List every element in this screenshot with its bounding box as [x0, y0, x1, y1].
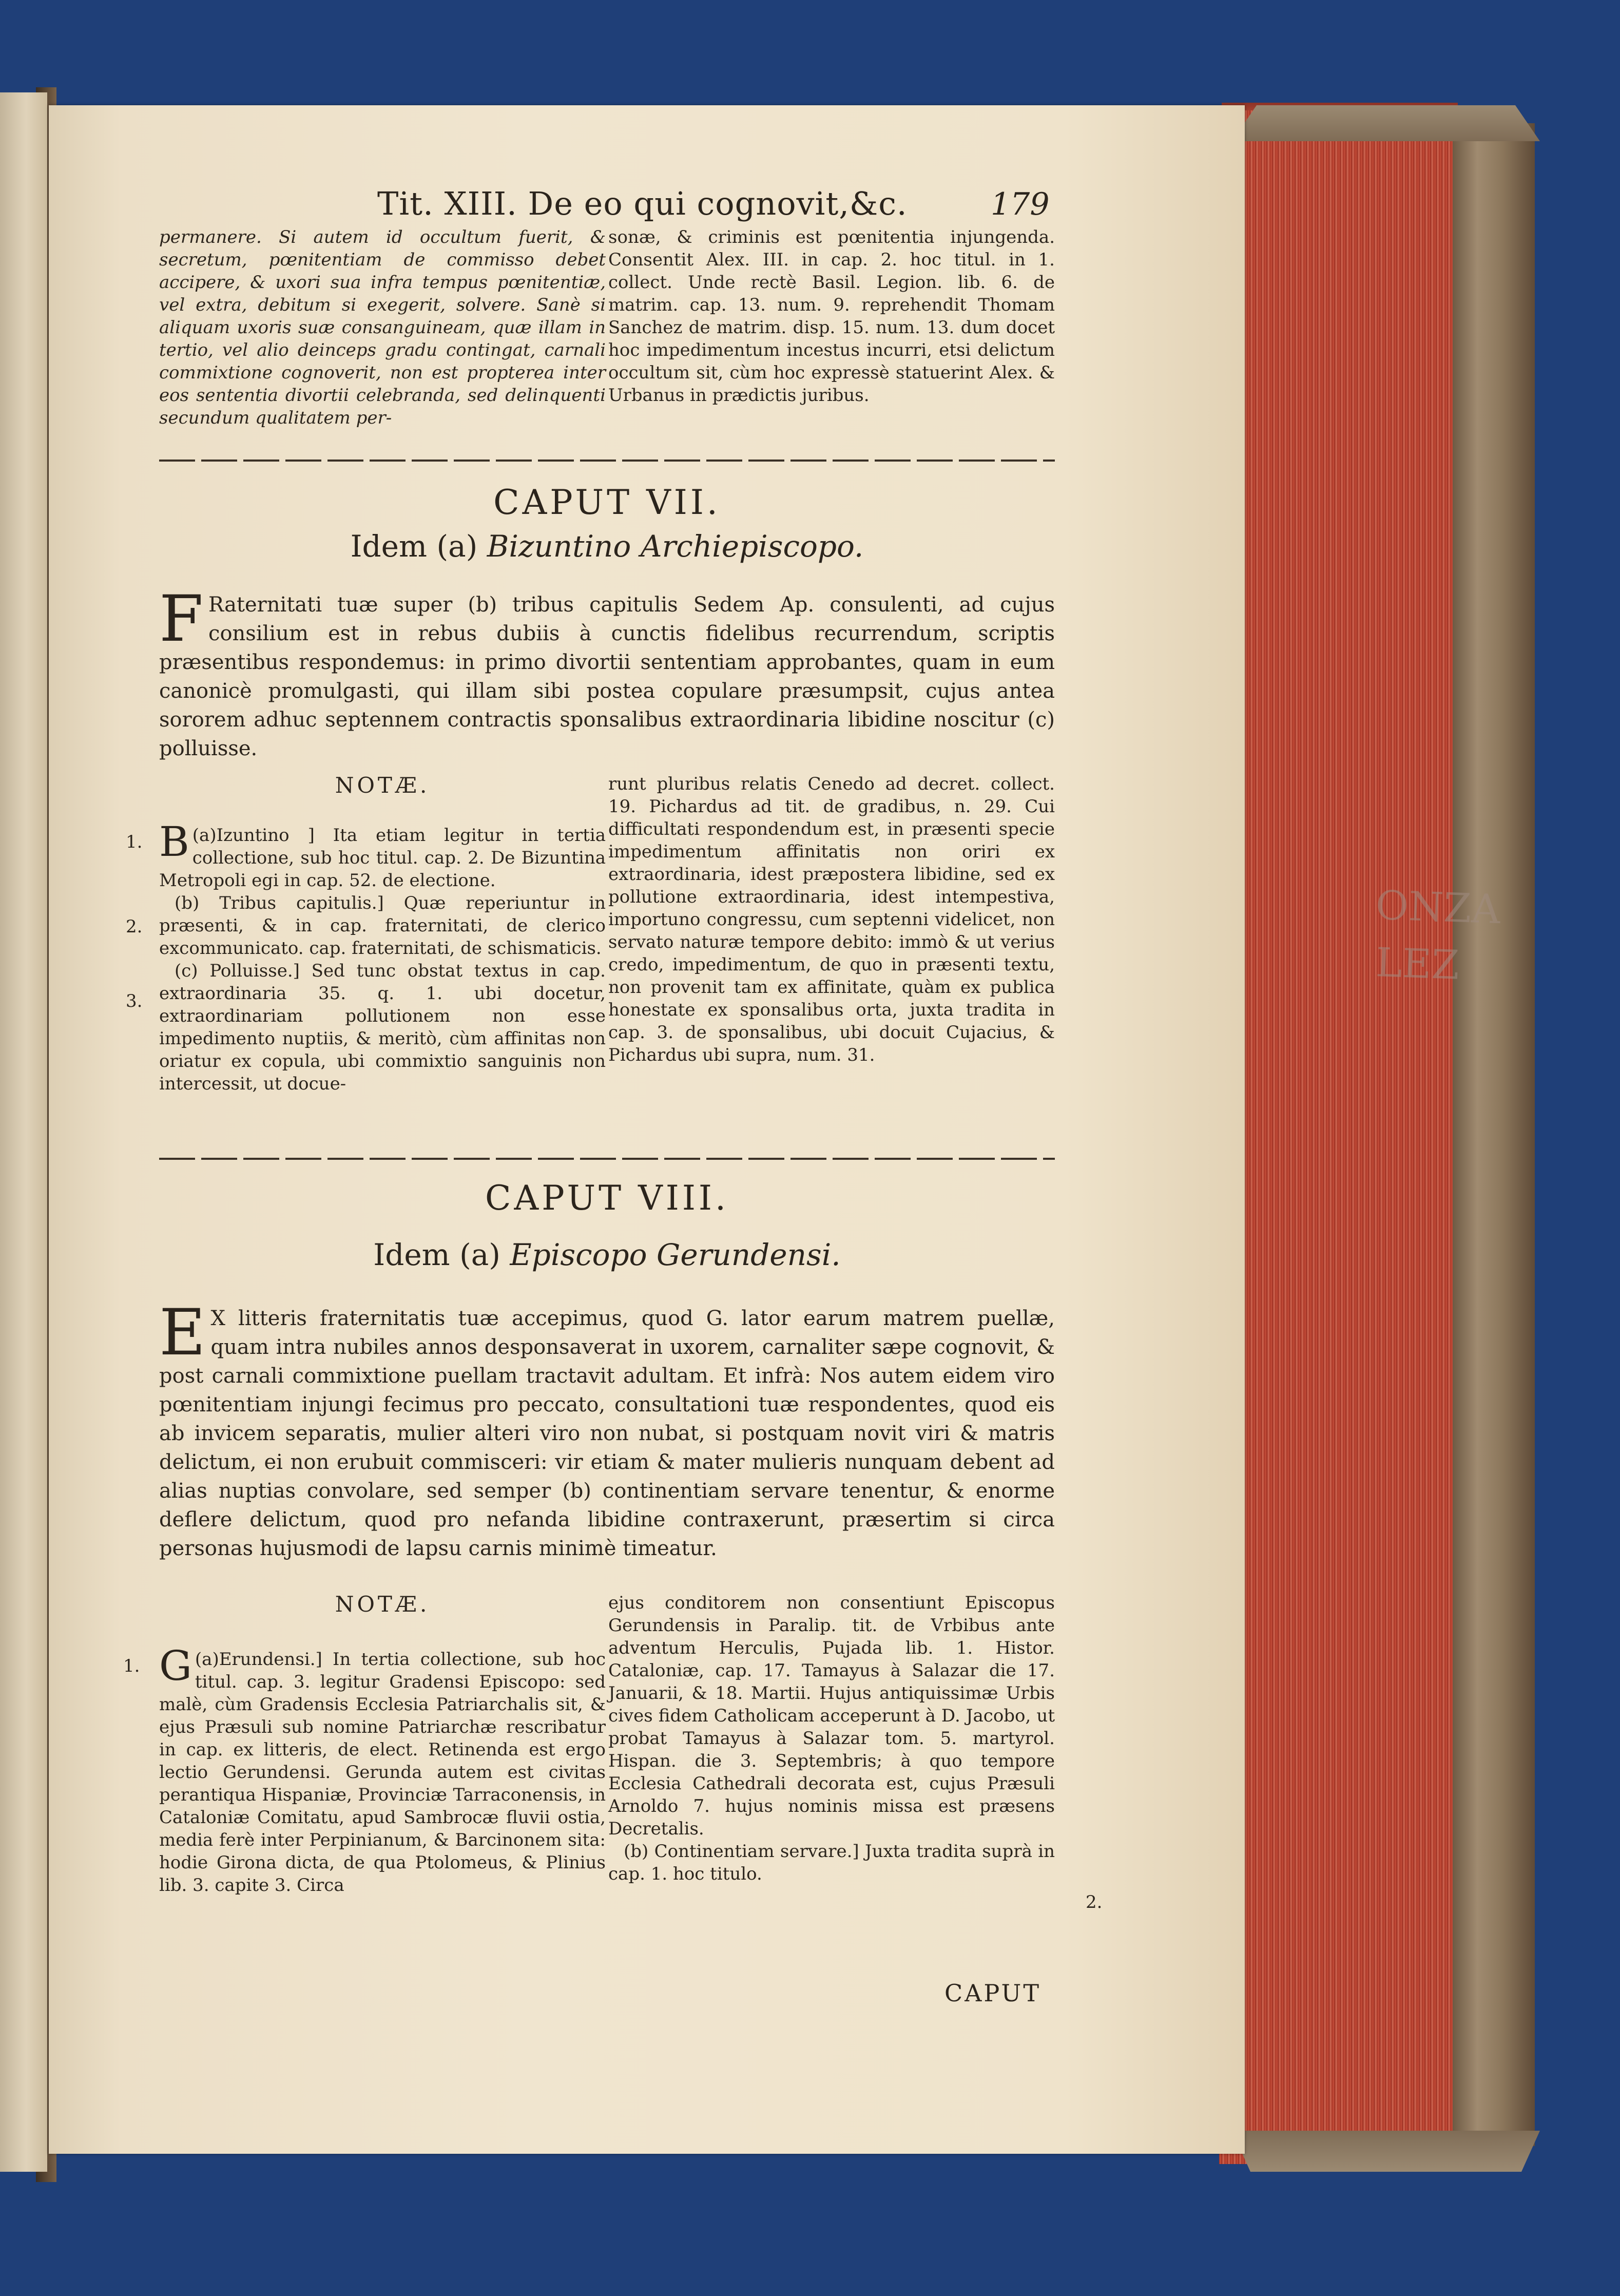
page-number: 179: [991, 186, 1050, 222]
catchword: CAPUT: [944, 1979, 1042, 2007]
book-page: [49, 105, 1245, 2154]
note-a-text: Izuntino ] Ita etiam legitur in tertia collectione, sub hoc titul. cap. 2. De Bizuntina Metropoli egi in cap. 52. de electione.: [159, 825, 606, 891]
caput-vii-note-a: [159, 818, 606, 892]
caput-vii-notes-right: runt pluribus relatis Cenedo ad decret. collect. 19. Pichardus ad tit. de gradibus, n. 29. Cui difficultati respondendum est, in præsenti specie impedimentum affinitatis non oriri ex extraordinaria, idest præpostera libidine, sed ex pollutione extraordinaria, idest intempestiva, importuno congressu, cum septenni videlicet, non servato naturæ tempore debito: immò & ut verius credo, impedimentum, de quo in præsenti textu, non provenit tam ex affinitate, quàm ex publica honestate ex sponsalibus orta, juxta tradita in cap. 3. de sponsalibus, ubi docuit Cujacius, & Pichardus ubi supra, num. 31.: [608, 774, 1055, 1065]
caput-viii-note-a-continued: ejus conditorem non consentiunt Episcopus Gerundensis in Paralip. tit. de Vrbibus ante adventum Herculis, Pujada lib. 1. Histor. Cataloniæ, cap. 17. Tamayus à Salazar die 17. Januarii, & 18. Martii. Hujus antiquissimæ Urbis cives fidem Catholicam acceperunt à D. Jacobo, ut probat Tamayus à Salazar tom. 5. martyrol. Hispan. die 3. Septembris; à quo tempore Ecclesia Cathedrali decorata est, cujus Præsuli Arnoldo 7. hujus nominis missa est præsens Decretalis.: [608, 1593, 1055, 1839]
caput-vii-dropcap: F: [159, 582, 204, 656]
caput-viii-heading: CAPUT VIII.: [485, 1178, 729, 1218]
note-a-lead: (a): [192, 825, 217, 846]
note-a-dropcap: B: [159, 818, 189, 866]
facing-page-edge: [0, 92, 47, 2172]
caput-vii-note-b: (b) Tribus capitulis.] Quæ reperiuntur in præsenti, & in cap. fraternitati, de clerico excommunicato. cap. fraternitati, de schismaticis.: [159, 893, 606, 959]
caput-viii-text: [159, 1296, 1055, 1563]
note-viii-a-lead: (a): [195, 1649, 219, 1670]
section-divider-2: [159, 1158, 1055, 1160]
note-viii-a-dropcap: G: [159, 1642, 192, 1690]
caput-vii-heading: CAPUT VII.: [493, 483, 721, 522]
caput-vii-subheading-italic: Bizuntino Archiepiscopo.: [487, 529, 864, 564]
caput-vii-notes-left: [159, 818, 606, 1095]
top-right-column: sonæ, & criminis est pœnitentia injungenda. Consentit Alex. III. in cap. 2. hoc titul. in 1. collect. Unde rectè Basil. Legion. lib. 6. de matrim. cap. 13. num. 9. reprehendit Thomam Sanchez de matrim. disp. 15. num. 13. dum docet hoc impedimentum incestus incurri, etsi delictum occultum sit, cùm hoc expressè statuerint Alex. & Urbanus in prædictis juribus.: [608, 227, 1055, 406]
caput-vii-notae-title: NOTÆ.: [335, 773, 430, 798]
caput-vii-text: [159, 582, 1055, 763]
red-fore-edge: [1219, 110, 1455, 2164]
binding-corner-bottom: [1232, 2131, 1540, 2172]
caput-vii-note-c: (c) Polluisse.] Sed tunc obstat textus in cap. extraordinaria 35. q. 1. ubi docetur, extraordinariam pollutionem non esse impedimento nuptiis, & meritò, cùm affinitas non oriatur ex copula, ubi commixtio sanguinis non intercessit, ut docue-: [159, 961, 606, 1094]
spine-stamp-line-2: LEZ: [1375, 940, 1460, 989]
margin-note-viii-2: 2.: [1086, 1892, 1103, 1912]
caput-viii-notes-right: [608, 1592, 1055, 1885]
caput-viii-body: X litteris fraternitatis tuæ accepimus, quod G. lator earum matrem puellæ, quam intra nubiles annos desponsaverat in uxorem, carnaliter sæpe cognovit, & post carnali commixtione puellam tractavit adultam. Et infrà: Nos autem eidem viro pœnitentiam injungi fecimus pro peccato, consultationi tuæ respondentes, quod eis ab invicem separatis, mulier alteri viro non nubat, si postquam novit viri & matris delictum, ei non erubuit commisceri: vir etiam & mater mulieris nunquam debent ad alias nuptias convolare, sed semper (b) continentiam servare tenentur, & enorme deflere delictum, quod pro nefanda libidine contraxerunt, præsertim si circa personas hujusmodi de lapsu carnis minimè timeatur.: [159, 1307, 1055, 1560]
caput-viii-notes-left: [159, 1642, 606, 1897]
caput-viii-dropcap: E: [159, 1296, 206, 1370]
top-left-column: permanere. Si autem id occultum fuerit, & secretum, pœnitentiam de commisso debet accipere, & uxori sua infra tempus pœnitentiæ, vel extra, debitum si exegerit, solvere. Sanè si aliquam uxoris suæ consanguineam, quæ illam in tertio, vel alio deinceps gradu contingat, carnali commixtione cognoverit, non est propterea inter eos sententia divortii celebranda, sed delinquenti secundum qualitatem per-: [159, 227, 606, 428]
margin-note-viii-1: 1.: [123, 1656, 140, 1676]
margin-note-1: 1.: [126, 832, 143, 852]
caput-viii-subheading: [159, 1237, 1055, 1272]
spine-stamp-line-1: ONZA: [1375, 882, 1501, 933]
note-viii-a-text: Erundensi.] In tertia collectione, sub hoc titul. cap. 3. legitur Gradensi Episcopo: sed malè, cùm Gradensis Ecclesia Patriarchalis sit, & ejus Præsuli sub nomine Patriarchæ rescribatur in cap. ex litteris, de elect. Retinenda est ergo lectio Gerundensi. Gerunda autem est civitas perantiqua Hispaniæ, Provinciæ Tarraconensis, in Cataloniæ Comitatu, apud Sambrocæ fluvii ostia, media ferè inter Perpinianum, & Barcinonem sita: hodie Girona dicta, de qua Ptolomeus, & Plinius lib. 3. capite 3. Circa: [159, 1649, 606, 1896]
caput-vii-subheading: [159, 529, 1055, 564]
caput-viii-subheading-italic: Episcopo Gerundensi.: [510, 1237, 841, 1272]
caput-vii-body: Raternitati tuæ super (b) tribus capitulis Sedem Ap. consulenti, ad cujus consilium est in rebus dubiis à cunctis fidelibus recurrendum, scriptis præsentibus respondemus: in primo divortii sententiam approbantes, quam in eum canonicè promulgasti, qui illam sibi postea copulare præsumpsit, cujus antea sororem adhuc septennem contractis sponsalibus extraordinaria libidine noscitur (c) polluisse.: [159, 593, 1055, 760]
margin-note-3: 3.: [126, 991, 143, 1011]
running-head-title: Tit. XIII. De eo qui cognovit,&c.: [377, 185, 908, 222]
caput-viii-subheading-plain: Idem (a): [373, 1237, 500, 1272]
section-divider: [159, 460, 1055, 462]
margin-note-2: 2.: [126, 916, 143, 937]
caput-viii-notae-title: NOTÆ.: [335, 1592, 430, 1617]
book-spine: [1375, 123, 1535, 2146]
caput-vii-subheading-plain: Idem (a): [350, 529, 478, 564]
caput-viii-note-b: (b) Continentiam servare.] Juxta tradita suprà in cap. 1. hoc titulo.: [608, 1841, 1055, 1884]
binding-corner-top: [1232, 105, 1540, 141]
